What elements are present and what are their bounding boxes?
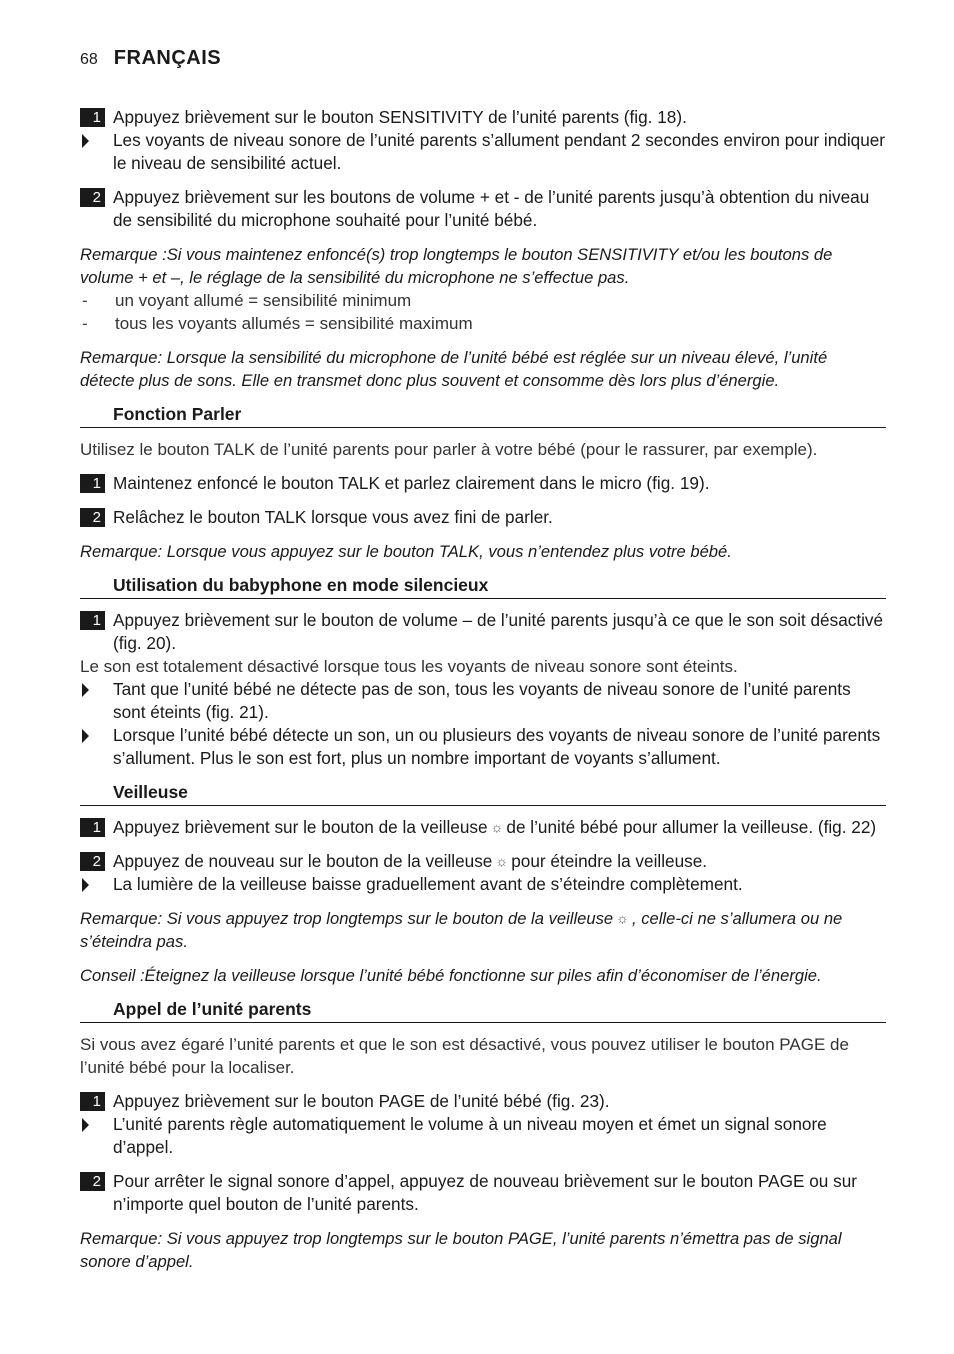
step-1 [80, 106, 886, 129]
dash-marker: - [82, 314, 88, 333]
result-bullet [80, 678, 886, 724]
triangle-bullet-icon [82, 1118, 89, 1132]
sun-icon: ☼ [616, 910, 629, 926]
bullet-text: La lumière de la veilleuse baisse graduellement avant de s’éteindre complètement. [113, 874, 743, 894]
note: Remarque: Si vous appuyez trop longtemps sur le bouton PAGE, l’unité parents n’émettra pas de signal sonore d’appel. [80, 1229, 842, 1271]
step-1 [80, 1090, 886, 1113]
section-info: Le son est totalement désactivé lorsque tous les voyants de niveau sonore sont éteints. [80, 657, 738, 676]
section-intro: Utilisez le bouton TALK de l’unité parents pour parler à votre bébé (pour le rassurer, par exemple). [80, 440, 818, 459]
dash-text: tous les voyants allumés = sensibilité maximum [115, 314, 473, 333]
note-text: Remarque: Si vous appuyez trop longtemps sur le bouton de la veilleuse [80, 909, 614, 928]
step-1 [80, 816, 886, 839]
step-text: Maintenez enfoncé le bouton TALK et parlez clairement dans le micro (fig. 19). [113, 473, 710, 493]
step-text: pour éteindre la veilleuse. [511, 851, 708, 871]
section-intro: Si vous avez égaré l’unité parents et que le son est désactivé, vous pouvez utiliser le bouton PAGE de l’unité bébé pour la localiser. [80, 1035, 849, 1077]
step-text: Relâchez le bouton TALK lorsque vous avez fini de parler. [113, 507, 553, 527]
section-heading-silent: Utilisation du babyphone en mode silencieux [80, 574, 886, 599]
step-number-badge: 2 [80, 188, 105, 207]
sun-icon: ☼ [490, 819, 504, 835]
dash-text: un voyant allumé = sensibilité minimum [115, 291, 412, 310]
step-text: Appuyez brièvement sur le bouton de volume – de l’unité parents jusqu’à ce que le son soit désactivé (fig. 20). [113, 610, 884, 653]
note [80, 907, 886, 953]
dash-item [80, 289, 886, 312]
step-number-badge: 2 [80, 1172, 105, 1191]
step-text: Appuyez brièvement sur le bouton SENSITIVITY de l’unité parents (fig. 18). [113, 107, 687, 127]
step-1 [80, 472, 886, 495]
dash-marker: - [82, 291, 88, 310]
tip: Conseil :Éteignez la veilleuse lorsque l’unité bébé fonctionne sur piles afin d’économiser de l’énergie. [80, 966, 822, 985]
step-text: Pour arrêter le signal sonore d’appel, appuyez de nouveau brièvement sur le bouton PAGE ou sur n’importe quel bouton de l’unité parents. [113, 1171, 857, 1214]
step-number-badge: 1 [80, 818, 105, 837]
step-number-badge: 1 [80, 1092, 105, 1111]
step-number-badge: 2 [80, 852, 105, 871]
page-header [80, 47, 221, 75]
section-heading-talk: Fonction Parler [80, 403, 886, 428]
step-number-badge: 1 [80, 611, 105, 630]
section-heading-nightlight: Veilleuse [80, 781, 886, 806]
page-language: FRANÇAIS [113, 47, 222, 69]
triangle-bullet-icon [82, 134, 89, 148]
note: Remarque :Si vous maintenez enfoncé(s) trop longtemps le bouton SENSITIVITY et/ou les boutons de volume + et –, le réglage de la sensibilité du microphone ne s’effectue pas. [80, 245, 833, 287]
triangle-bullet-icon [82, 729, 89, 743]
triangle-bullet-icon [82, 683, 89, 697]
bullet-text: Lorsque l’unité bébé détecte un son, un ou plusieurs des voyants de niveau sonore de l’unité parents s’allument. Plus le son est fort, plus un nombre important de voyants s’allument. [113, 725, 881, 768]
step-2 [80, 1170, 886, 1216]
step-1 [80, 609, 886, 655]
page-number: 68 [80, 51, 98, 68]
bullet-text: Les voyants de niveau sonore de l’unité parents s’allument pendant 2 secondes environ pour indiquer le niveau de sensibilité actuel. [113, 130, 886, 173]
step-2 [80, 186, 886, 232]
step-text: de l’unité bébé pour allumer la veilleuse. (fig. 22) [506, 817, 877, 837]
note: Remarque: Lorsque la sensibilité du microphone de l’unité bébé est réglée sur un niveau élevé, l’unité détecte plus de sons. Elle en transmet donc plus souvent et consomme dès lors plus d’énergie. [80, 348, 828, 390]
step-2 [80, 850, 886, 873]
page-content [80, 106, 886, 1273]
result-bullet [80, 1113, 886, 1159]
note-text: , celle-ci ne s’allumera ou ne s’éteindra pas. [80, 909, 843, 951]
step-number-badge: 1 [80, 108, 105, 127]
result-bullet [80, 873, 886, 896]
triangle-bullet-icon [82, 878, 89, 892]
sun-icon: ☼ [495, 853, 509, 869]
bullet-text: L’unité parents règle automatiquement le volume à un niveau moyen et émet un signal sonore d’appel. [113, 1114, 827, 1157]
bullet-text: Tant que l’unité bébé ne détecte pas de son, tous les voyants de niveau sonore de l’unité parents sont éteints (fig. 21). [113, 679, 851, 722]
step-2 [80, 506, 886, 529]
step-text: Appuyez brièvement sur le bouton de la veilleuse [113, 817, 488, 837]
result-bullet [80, 129, 886, 175]
step-number-badge: 2 [80, 508, 105, 527]
step-number-badge: 1 [80, 474, 105, 493]
step-text: Appuyez brièvement sur le bouton PAGE de l’unité bébé (fig. 23). [113, 1091, 610, 1111]
step-text: Appuyez brièvement sur les boutons de volume + et - de l’unité parents jusqu’à obtention du niveau de sensibilité du microphone souhaité pour l’unité bébé. [113, 187, 870, 230]
dash-item [80, 312, 886, 335]
result-bullet [80, 724, 886, 770]
step-text: Appuyez de nouveau sur le bouton de la veilleuse [113, 851, 493, 871]
note: Remarque: Lorsque vous appuyez sur le bouton TALK, vous n’entendez plus votre bébé. [80, 542, 732, 561]
section-heading-page: Appel de l’unité parents [80, 998, 886, 1023]
